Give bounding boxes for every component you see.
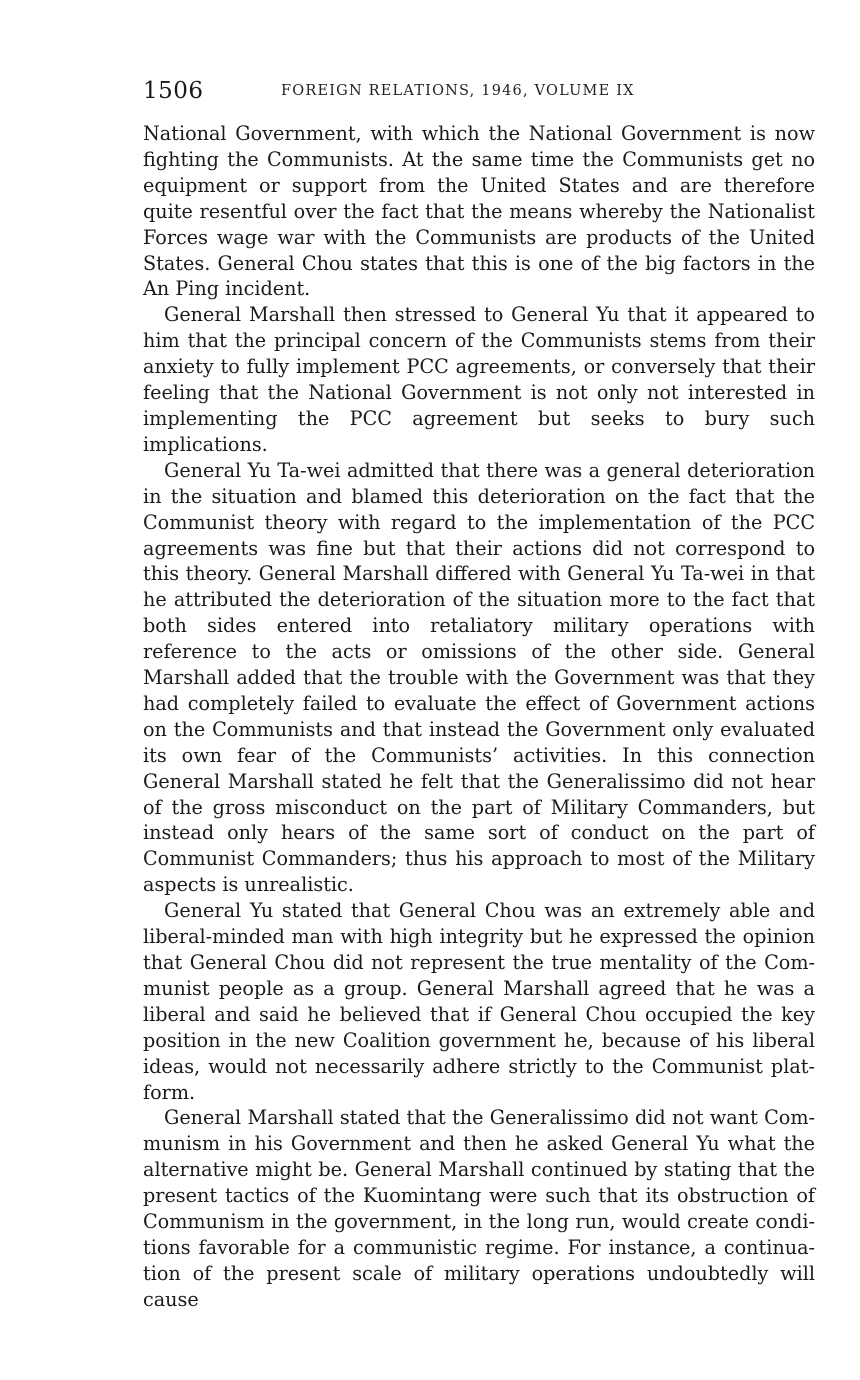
running-head xyxy=(143,78,813,112)
page-number: 1506 xyxy=(143,78,204,104)
paragraph-marshall-concern: General Marshall then stressed to General Yu that it appeared to him that the principal concern of the Communists stems from their anxiety to fully implement PCC agreements, or conversely that their feeling that the National Government is not only not interested in implementing the PCC agreement but seeks to bury such implications. xyxy=(143,303,815,456)
paragraph-general-chou: General Yu stated that General Chou was an extremely able and liberal-minded man with high integrity but he expressed the opinion that General Chou did not represent the true mentality of the Communist people as a group. General Marshall agreed that he was a liberal and said he believed that if General Chou occupied the key position in the new Coalition government he, because of his liberal ideas, would not necessarily adhere strictly to the Communist platform. xyxy=(143,899,815,1104)
running-title: FOREIGN RELATIONS, 1946, VOLUME IX xyxy=(281,83,635,99)
paragraph-communism-alternative: General Marshall stated that the Generalissimo did not want Communism in his Government and then he asked General Yu what the alternative might be. General Marshall continued by stating that the present tactics of the Kuomintang were such that its obstruction of Communism in the government, in the long run, would create conditions favorable for a communistic regime. For instance, a continuation of the present scale of military operations undoubtedly will cause xyxy=(143,1106,815,1311)
body-text xyxy=(143,121,815,1313)
paragraph-deterioration: General Yu Ta-wei admitted that there was a general deterioration in the situation and blamed this deterioration on the fact that the Communist theory with regard to the implementation of the PCC agreements was fine but that their actions did not correspond to this theory. General Marshall differed with General Yu Ta-wei in that he attributed the deterioration of the situation more to the fact that both sides entered into retaliatory military operations with reference to the acts or omissions of the other side. General Marshall added that the trouble with the Government was that they had completely failed to evaluate the effect of Government actions on the Communists and that instead the Government only evaluated its own fear of the Communists’ activities. In this connection General Marshall stated he felt that the Generalissimo did not hear of the gross misconduct on the part of Military Commanders, but instead only hears of the same sort of conduct on the part of Communist Commanders; thus his approach to most of the Military aspects is unrealistic. xyxy=(143,458,815,897)
paragraph-continuation: National Government, with which the National Government is now fighting the Communists. At the same time the Communists get no equipment or support from the United States and are therefore quite resentful over the fact that the means whereby the Nationalist Forces wage war with the Communists are products of the United States. General Chou states that this is one of the big factors in the An Ping incident. xyxy=(143,122,815,301)
